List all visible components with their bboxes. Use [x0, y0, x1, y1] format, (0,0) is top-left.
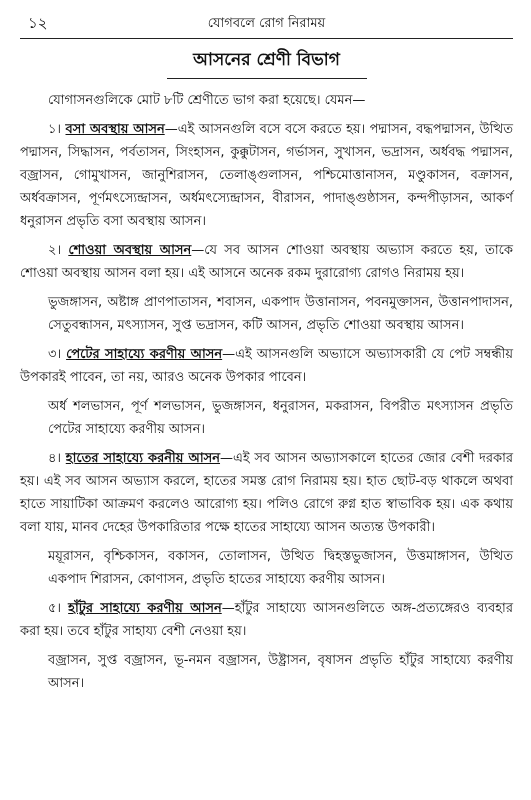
page-header [20, 8, 513, 32]
section-4-list: ময়ূরাসন, বৃশ্চিকাসন, বকাসন, তোলাসন, উত্থিত দ্বিহস্তভুজাসন, উত্তমাঙ্গাসন, উত্থিত একপাদ শিরাসন, কোণাসন, প্রভৃতি হাতের সাহায্যে করণীয় আসন। [48, 549, 513, 587]
section-2-list: ভুজঙ্গাসন, অষ্টাঙ্গ প্রাণপাতাসন, শবাসন, একপাদ উত্তানাসন, পবনমুক্তাসন, উত্তানপাদাসন, সেতুবন্ধাসন, মৎস্যাসন, সুপ্ত ভদ্রাসন, কটি আসন, প্রভৃতি শোওয়া অবস্থায় আসন। [48, 295, 513, 333]
section-5-paragraph [20, 597, 513, 643]
section-1-number: ১। [48, 122, 62, 137]
section-1-paragraph [20, 118, 513, 233]
section-3-paragraph [20, 343, 513, 389]
section-3-text: —এই আসনগুলি অভ্যাসে অভ্যাসকারী যে পেট সম্বন্ধীয় উপকারই পাবেন, তা নয়, আরও অনেক উপকার পাবেন। [20, 347, 513, 385]
section-5-number: ৫। [48, 601, 62, 616]
section-3-heading: পেটের সাহায্যে করণীয় আসন [66, 347, 223, 362]
section-2-paragraph [20, 239, 513, 285]
chapter-title: আসনের শ্রেণী বিভাগ [167, 47, 367, 79]
section-5-text: —হাঁটুর সাহায্যে আসনগুলিতে অঙ্গ-প্রত্যঙ্গেরও ব্যবহার করা হয়। তবে হাঁটুর সাহায্য বেশী নেওয়া হয়। [20, 601, 513, 639]
header-rule [20, 38, 513, 39]
page-number: ১২ [28, 14, 48, 32]
section-4-heading: হাতের সাহায্যে করনীয় আসন [65, 451, 221, 466]
section-5-heading: হাঁটুর সাহায্যে করণীয় আসন [68, 601, 222, 616]
section-3-number: ৩। [48, 347, 62, 362]
intro-paragraph: যোগাসনগুলিকে মোট ৮টি শ্রেণীতে ভাগ করা হয়েছে। যেমন— [48, 93, 366, 108]
section-4-number: ৪। [48, 451, 62, 466]
section-4-text: —এই সব আসন অভ্যাসকালে হাতের জোর বেশী দরকার হয়। এই সব আসন অভ্যাস করলে, হাতের সমস্ত রোগ নিরাময় হয়। হাত ছোট-বড় থাকলে অথবা হাতে সায়াটিকা আক্রমণ করলেও আরোগ্য হয়। পলিও রোগে রুগ্ন হাত স্বাভাবিক হয়। এক কথায় বলা যায়, মানব দেহের উপকারিতার পক্ষে হাতের সাহায্যে আসন অত্যন্ত উপকারী। [20, 451, 513, 535]
section-1-text: —এই আসনগুলি বসে বসে করতে হয়। পদ্মাসন, বদ্ধপদ্মাসন, উত্থিত পদ্মাসন, সিদ্ধাসন, পর্বতাসন, সিংহাসন, কুক্কুটাসন, গর্ভাসন, সুখাসন, ভদ্রাসন, অর্ধবদ্ধ পদ্মাসন, বজ্রাসন, গোমুখাসন, জানুশিরাসন, তেলাঙ্গুলাসন, পশ্চিমোত্তানাসন, মণ্ডুকাসন, বক্রাসন, অর্ধবক্রাসন, পূর্ণমৎস্যেন্দ্রাসন, অর্ধমৎস্যেন্দ্রাসন, বীরাসন, পাদাঙ্গুষ্ঠাসন, কন্দপীড়াসন, আকর্ণ ধনুরাসন প্রভৃতি বসা অবস্থায় আসন। [20, 122, 513, 229]
section-2-number: ২। [48, 243, 62, 258]
section-2-text: —যে সব আসন শোওয়া অবস্থায় অভ্যাস করতে হয়, তাকে শোওয়া অবস্থায় আসন বলা হয়। এই আসনে অনেক রকম দুরারোগ্য রোগও নিরাময় হয়। [20, 243, 513, 281]
running-title: যোগবলে রোগ নিরাময় [207, 16, 326, 31]
section-1-heading: বসা অবস্থায় আসন [65, 122, 165, 137]
section-3-list: অর্ধ শলভাসন, পূর্ণ শলভাসন, ভুজঙ্গাসন, ধনুরাসন, মকরাসন, বিপরীত মৎস্যাসন প্রভৃতি পেটের সাহায্যে করণীয় আসন। [48, 399, 513, 437]
section-4-paragraph [20, 447, 513, 539]
section-2-heading: শোওয়া অবস্থায় আসন [68, 243, 192, 258]
section-5-list: বজ্রাসন, সুপ্ত বজ্রাসন, ভূ-নমন বজ্রাসন, উষ্ট্রাসন, বৃষাসন প্রভৃতি হাঁটুর সাহায্যে করণীয় আসন। [48, 653, 513, 691]
